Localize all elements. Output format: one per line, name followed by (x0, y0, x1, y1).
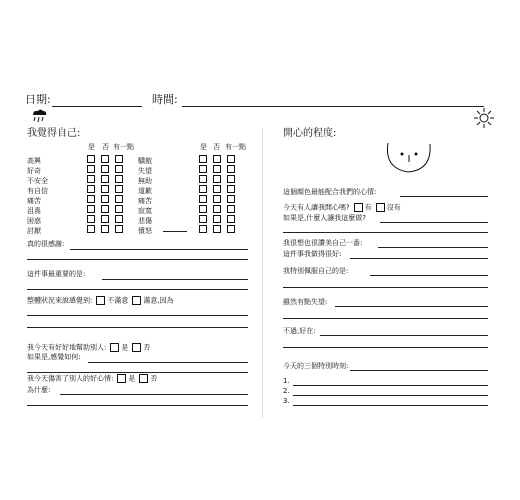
mood-row: 憤怒 (138, 223, 241, 232)
checkbox[interactable] (87, 205, 95, 213)
satisfied-checkbox[interactable] (132, 296, 141, 305)
col-header-some-b: 有一點 (225, 143, 246, 151)
admire-line-2[interactable] (283, 287, 488, 288)
mood-row: 驕傲 (138, 153, 241, 162)
rain-cloud-icon[interactable] (30, 108, 48, 124)
checkbox[interactable] (199, 215, 207, 223)
checkbox[interactable] (115, 195, 123, 203)
moment-3-label: 3. (283, 397, 290, 405)
hurt-no-checkbox[interactable] (139, 374, 148, 383)
why-label: 為什麼: (27, 386, 51, 394)
checkbox[interactable] (199, 155, 207, 163)
checkbox[interactable] (101, 165, 109, 173)
checkbox[interactable] (213, 155, 221, 163)
grateful-line-2[interactable] (27, 259, 248, 260)
checkbox[interactable] (101, 175, 109, 183)
mood-row: 痛苦 (27, 193, 129, 202)
checkbox[interactable] (87, 155, 95, 163)
helped-label: 我今天有好好地幫助別人: 是 否 (27, 343, 151, 352)
not-satisfied-checkbox[interactable] (96, 296, 105, 305)
checkbox[interactable] (227, 155, 235, 163)
helped-no-checkbox[interactable] (132, 343, 141, 352)
admire-label: 我特別佩服自己的是: (283, 267, 349, 275)
luckily-label: 不過,好在: (283, 327, 316, 335)
checkbox[interactable] (101, 195, 109, 203)
col-header-no-b: 否 (213, 143, 220, 151)
checkbox[interactable] (213, 225, 221, 233)
helped-feel-line-1[interactable] (88, 362, 248, 363)
checkbox[interactable] (87, 185, 95, 193)
checkbox[interactable] (87, 195, 95, 203)
col-header-yes-a: 是 (88, 143, 95, 151)
hurt-label: 我今天傷害了別人的好心情: 是 否 (27, 374, 158, 383)
mood-row: 困惑 (27, 213, 129, 222)
moment-2-line[interactable] (293, 395, 488, 396)
moment-1-label: 1. (283, 377, 290, 385)
checkbox[interactable] (227, 185, 235, 193)
col-header-yes-b: 是 (200, 143, 207, 151)
mood-row: 失望 (138, 163, 241, 172)
checkbox[interactable] (101, 215, 109, 223)
mood-row: 高興 (27, 153, 129, 162)
checkbox[interactable] (213, 215, 221, 223)
someone-no-checkbox[interactable] (376, 203, 385, 212)
why-line-1[interactable] (60, 394, 248, 395)
mood-row: 悲傷 (138, 213, 241, 222)
checkbox[interactable] (101, 225, 109, 233)
praise-what-label: 這件事我做得很好: (283, 250, 342, 258)
checkbox[interactable] (213, 195, 221, 203)
time-label: 時間: (152, 93, 178, 106)
moment-1-line[interactable] (293, 385, 488, 386)
checkbox[interactable] (227, 165, 235, 173)
checkbox[interactable] (199, 165, 207, 173)
checkbox[interactable] (115, 155, 123, 163)
face-drawing-icon[interactable] (380, 138, 440, 178)
praise-line-1[interactable] (378, 247, 488, 248)
moment-3-line[interactable] (293, 405, 488, 406)
praise-line-2[interactable] (350, 258, 488, 259)
col-header-some-a: 有一點 (113, 143, 134, 151)
checkbox[interactable] (115, 165, 123, 173)
disappoint-line-2[interactable] (283, 318, 488, 319)
grateful-label: 真的很感謝: (27, 240, 65, 248)
important-label: 這件事最重要的是: (27, 270, 86, 278)
mood-row: 不安全 (27, 173, 129, 182)
moment-2-label: 2. (283, 387, 290, 395)
someone-label: 今天有人讓我開心嗎? 有 沒有 (283, 203, 401, 212)
color-line[interactable] (400, 196, 488, 197)
moments-line-0[interactable] (350, 370, 488, 371)
helped-feel-line-2[interactable] (27, 372, 248, 373)
checkbox[interactable] (199, 175, 207, 183)
helped-feel-label: 如果是,感覺如何: (27, 353, 81, 361)
mood-row: 無助 (138, 173, 241, 182)
col-header-no-a: 否 (102, 143, 109, 151)
hurt-yes-checkbox[interactable] (117, 374, 126, 383)
checkbox[interactable] (115, 175, 123, 183)
praise-label: 我很想也很讚美自己一番: (283, 239, 363, 247)
condition-label: 整體狀況來說感覺到: 不滿意 滿意,因為 (27, 296, 174, 305)
checkbox[interactable] (87, 175, 95, 183)
color-label: 這個顏色最能配合我們的心情: (283, 188, 377, 196)
mood-row: 寂寞 (138, 203, 241, 212)
checkbox[interactable] (87, 165, 95, 173)
checkbox[interactable] (101, 185, 109, 193)
condition-line-1[interactable] (27, 315, 248, 316)
moments-label: 今天的三個特別時刻: (283, 362, 349, 370)
checkbox[interactable] (227, 175, 235, 183)
checkbox[interactable] (227, 195, 235, 203)
checkbox[interactable] (101, 205, 109, 213)
checkbox[interactable] (213, 165, 221, 173)
mood-row: 沮喪 (27, 203, 129, 212)
checkbox[interactable] (87, 225, 95, 233)
date-line[interactable] (52, 106, 142, 107)
sun-icon[interactable] (473, 107, 495, 129)
other-mood-line[interactable] (163, 231, 187, 232)
checkbox[interactable] (227, 205, 235, 213)
disappoint-line-1[interactable] (335, 306, 488, 307)
admire-line-1[interactable] (370, 275, 488, 276)
mood-row: 道歉 (138, 183, 241, 192)
luckily-line-1[interactable] (320, 335, 488, 336)
important-line-1[interactable] (102, 279, 248, 280)
checkbox[interactable] (213, 205, 221, 213)
checkbox[interactable] (115, 225, 123, 233)
time-line[interactable] (182, 106, 484, 107)
checkbox[interactable] (199, 205, 207, 213)
why-line-2[interactable] (27, 405, 248, 406)
mood-row: 好奇 (27, 163, 129, 172)
someone-yes-checkbox[interactable] (354, 203, 363, 212)
checkbox[interactable] (227, 225, 235, 233)
checkbox[interactable] (199, 195, 207, 203)
mood-row: 討厭 (27, 223, 129, 232)
someone-who-label: 如果是,什麼人讓我這麼做? (283, 214, 366, 222)
condition-line-2[interactable] (27, 327, 248, 328)
checkbox[interactable] (199, 185, 207, 193)
helped-yes-checkbox[interactable] (110, 343, 119, 352)
disappoint-label: 雖然有點失望: (283, 298, 328, 306)
someone-who-line-2[interactable] (283, 232, 488, 233)
checkbox[interactable] (199, 225, 207, 233)
feelings-title: 我覺得自己: (27, 128, 81, 139)
luckily-line-2[interactable] (283, 347, 488, 348)
someone-who-line-1[interactable] (380, 222, 488, 223)
checkbox[interactable] (115, 215, 123, 223)
important-line-2[interactable] (27, 289, 248, 290)
mood-row: 有自信 (27, 183, 129, 192)
mood-row: 痛苦 (138, 193, 241, 202)
grateful-line-1[interactable] (70, 249, 248, 250)
column-divider (262, 128, 263, 418)
checkbox[interactable] (213, 175, 221, 183)
checkbox[interactable] (115, 205, 123, 213)
checkbox[interactable] (213, 185, 221, 193)
checkbox[interactable] (227, 215, 235, 223)
checkbox[interactable] (87, 215, 95, 223)
date-label: 日期: (25, 93, 51, 106)
checkbox[interactable] (101, 155, 109, 163)
checkbox[interactable] (115, 185, 123, 193)
happiness-title: 開心的程度: (283, 128, 337, 139)
